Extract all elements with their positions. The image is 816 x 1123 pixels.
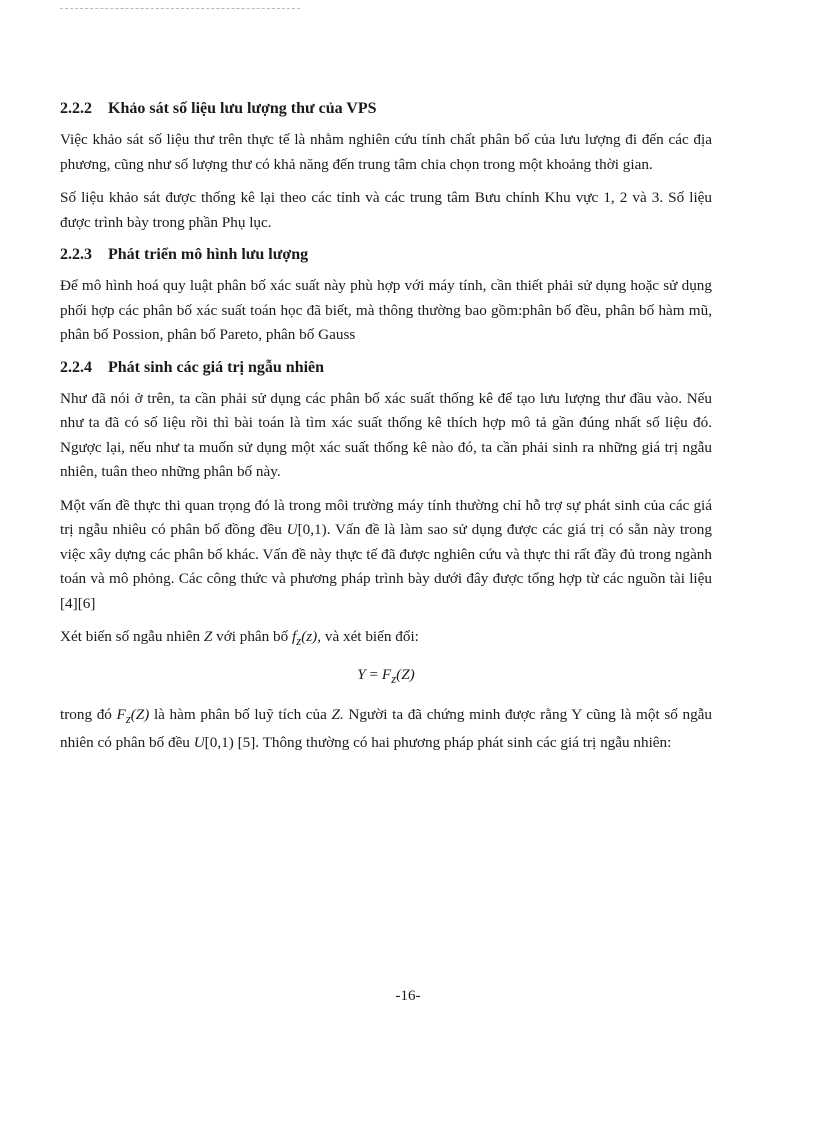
eq-subscript: z	[391, 671, 397, 686]
eq-f: F	[381, 665, 392, 683]
text: Xét biến số ngẫu nhiên	[60, 628, 204, 645]
math-u: U	[193, 734, 205, 752]
text: , và xét biến đổi:	[317, 628, 419, 645]
section-number: 2.2.4	[60, 358, 92, 376]
math-arg: (Z)	[130, 705, 150, 723]
text: trong đó	[60, 705, 117, 723]
paragraph: Số liệu khảo sát được thống kê lại theo các tỉnh và các trung tâm Bưu chính Khu vực 1, 2 và 3. Số liệu được trình bày trong phần Phụ lục.	[60, 189, 712, 231]
math-Fz	[116, 705, 150, 726]
math-u: U	[286, 521, 298, 538]
section-number: 2.2.3	[60, 246, 92, 263]
paragraph-consider	[60, 625, 712, 654]
text: [0,1). Vấn đề là làm sao sử dụng được các giá trị có sẵn này trong việc xây dựng các phân bố khác. Vấn đề này thực tế đã được nghiên cứu và thực thi rất đầy đủ trong ngành toán và mô phỏng. Các công thức và phương pháp trình bày dưới đây được tổng hợp từ các nguồn tài liệu [4][6]	[60, 521, 712, 612]
page-number: -16-	[395, 988, 421, 1004]
heading-2-2-4	[60, 357, 712, 379]
math-fz	[292, 628, 318, 649]
eq-arg: (Z)	[396, 665, 415, 683]
math-subscript: z	[296, 634, 302, 649]
heading-2-2-2	[60, 98, 712, 120]
text: Một vấn đề thực thi quan trọng đó là trong môi trường máy tính thường chỉ hỗ trợ sự phát sinh của các giá trị ngẫu nhiêu có phân bố đồng đều	[60, 496, 712, 538]
math-z: Z.	[331, 705, 344, 723]
paragraph: Như đã nói ở trên, ta cần phải sử dụng các phân bố xác suất thống kê để tạo lưu lượng thư đầu vào. Nếu như ta đã có số liệu rồi thì bài toán là tìm xác suất thống kê thích hợp mô tả gần đúng nhất số liệu đó. Ngược lại, nếu như ta muốn sử dụng một xác suất thống kê nào đó, ta cần phải sinh ra những giá trị ngẫu nhiên, tuân theo những phân bố này.	[60, 389, 712, 480]
section-title: Phát triển mô hình lưu lượng	[108, 246, 309, 263]
math-subscript: z	[125, 711, 131, 726]
section-number: 2.2.2	[60, 100, 92, 117]
paragraph: Để mô hình hoá quy luật phân bố xác suất này phù hợp với máy tính, cần thiết phải sử dụng hoặc sử dụng phối hợp các phân bố xác suất toán học đã biết, mà thông thường bao gồm:phân bố đều, phân bố hàm mũ, phân bố Possion, phân bố Pareto, phân bố Gauss	[60, 277, 712, 343]
section-title: Khảo sát số liệu lưu lượng thư của VPS	[108, 100, 377, 117]
math-f: F	[116, 705, 126, 723]
section-title: Phát sinh các giá trị ngẫu nhiên	[108, 358, 325, 376]
eq-lhs: Y	[357, 665, 366, 683]
scan-artifact-top	[60, 8, 300, 13]
text: Người ta đã chứng minh được rằng Y cũng là một số ngẫu nhiên có phân bố đều	[60, 705, 712, 752]
text: với phân bố	[212, 628, 293, 645]
math-arg: (z)	[301, 628, 318, 645]
heading-2-2-3	[60, 244, 712, 266]
document-page	[60, 98, 712, 765]
paragraph: Việc khảo sát số liệu thư trên thực tế là nhằm nghiên cứu tính chất phân bố của lưu lượng đi đến các địa phương, cũng như số lượng thư có khả năng đến trung tâm chia chọn trong một khoảng thời gian.	[60, 131, 712, 173]
eq-sign: =	[365, 665, 382, 683]
equation	[60, 663, 712, 691]
math-z: Z	[203, 628, 213, 645]
math-f: f	[292, 628, 297, 645]
text: là hàm phân bố luỹ tích của	[149, 705, 332, 723]
paragraph-proof	[60, 703, 712, 756]
paragraph-uniform	[60, 494, 712, 617]
text: [0,1) [5]. Thông thường có hai phương pháp phát sinh các giá trị ngẫu nhiên:	[204, 734, 672, 752]
